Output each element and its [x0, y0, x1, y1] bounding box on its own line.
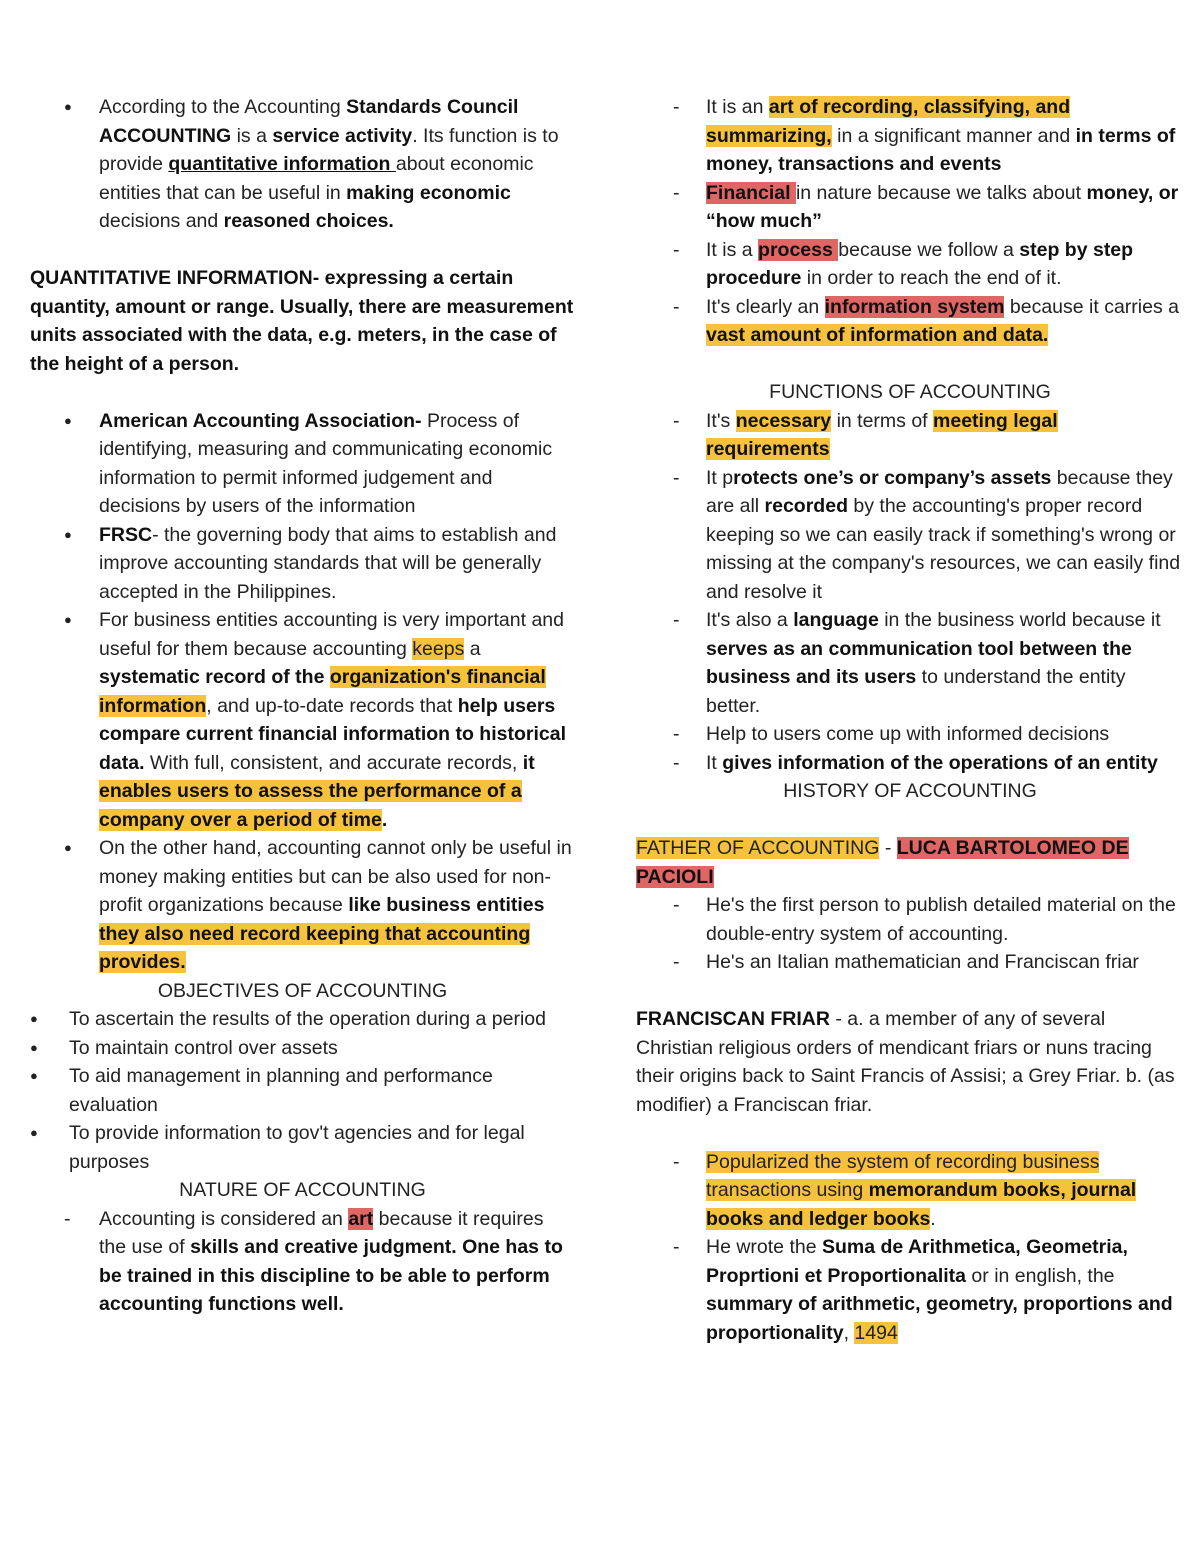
nature-information-system: - It's clearly an information system because it carries a vast amount of information and data. [636, 293, 1184, 350]
left-column [30, 93, 575, 1319]
functions-heading: FUNCTIONS OF ACCOUNTING [769, 381, 1051, 403]
nature-art: - Accounting is considered an art because it requires the use of skills and creative judgment. One has to be trained in this discipline to be able to perform accounting functions well. [30, 1205, 575, 1319]
nature-financial: - Financial in nature because we talks about money, or “how much” [636, 179, 1184, 236]
bullet-frsc: ● FRSC- the governing body that aims to establish and improve accounting standards that will be generally accepted in the Philippines. [30, 521, 575, 607]
nature-heading: NATURE OF ACCOUNTING [179, 1179, 426, 1201]
bullet-standards-council: ● According to the Accounting Standards Council ACCOUNTING is a service activity. Its function is to provide quantitative information about economic entities that can be useful in making economic decisions and reasoned choices. [30, 93, 575, 236]
popularized-system: - Popularized the system of recording business transactions using memorandum books, journal books and ledger books. [636, 1148, 1184, 1234]
bullet-aaa: ● American Accounting Association- Process of identifying, measuring and communicating economic information to permit informed judgement and decisions by users of the information [30, 407, 575, 521]
bullet-non-profit: ● On the other hand, accounting cannot only be useful in money making entities but can be also used for non-profit organizations because like business entities they also need record keeping that accounting provides. [30, 834, 575, 977]
nature-process: - It is a process because we follow a step by step procedure in order to reach the end of it. [636, 236, 1184, 293]
bullet-business-entities: ● For business entities accounting is very important and useful for them because accounting keeps a systematic record of the organization's financial information, and up-to-date records that help users compare current financial information to historical data. With full, consistent, and accurate records, it enables users to assess the performance of a company over a period of time. [30, 606, 575, 834]
objectives-heading: OBJECTIVES OF ACCOUNTING [157, 979, 448, 1002]
franciscan-friar-definition: FRANCISCAN FRIAR - a. a member of any of several Christian religious orders of mendicant friars or nuns tracing their origins back to Saint Francis of Assisi; a Grey Friar. b. (as modifier) a Franciscan friar. [636, 1008, 1175, 1116]
function-decisions: - Help to users come up with informed decisions [636, 720, 1184, 749]
function-operations: - It gives information of the operations of an entity [636, 749, 1184, 778]
function-protects-assets: - It protects one’s or company’s assets because they are all recorded by the accounting's proper record keeping so we can easily track if something's wrong or missing at the company's resources, we can easily find and resolve it [636, 464, 1184, 607]
objective-item: ● To provide information to gov't agencies and for legal purposes [30, 1119, 575, 1176]
function-language: - It's also a language in the business world because it serves as an communication tool between the business and its users to understand the entity better. [636, 606, 1184, 720]
nature-art-recording: - It is an art of recording, classifying, and summarizing, in a significant manner and in terms of money, transactions and events [636, 93, 1184, 179]
objective-item: ● To ascertain the results of the operation during a period [30, 1005, 575, 1034]
right-column [636, 93, 1184, 1347]
suma-de-arithmetica: - He wrote the Suma de Arithmetica, Geometria, Proprtioni et Proportionalita or in english, the summary of arithmetic, geometry, proportions and proportionality, 1494 [636, 1233, 1184, 1347]
father-of-accounting: FATHER OF ACCOUNTING - LUCA BARTOLOMEO DE PACIOLI [636, 837, 1129, 888]
quantitative-info-definition: QUANTITATIVE INFORMATION- expressing a certain quantity, amount or range. Usually, there are measurement units associated with the data, e.g. meters, in the case of the height of a person. [30, 267, 574, 375]
objective-item: ● To aid management in planning and performance evaluation [30, 1062, 575, 1119]
history-heading: HISTORY OF ACCOUNTING [783, 780, 1037, 802]
history-first-person: - He's the first person to publish detailed material on the double-entry system of accounting. [636, 891, 1184, 948]
history-italian: - He's an Italian mathematician and Franciscan friar [636, 948, 1184, 977]
function-legal: - It's necessary in terms of meeting legal requirements [636, 407, 1184, 464]
objective-item: ● To maintain control over assets [30, 1034, 575, 1063]
